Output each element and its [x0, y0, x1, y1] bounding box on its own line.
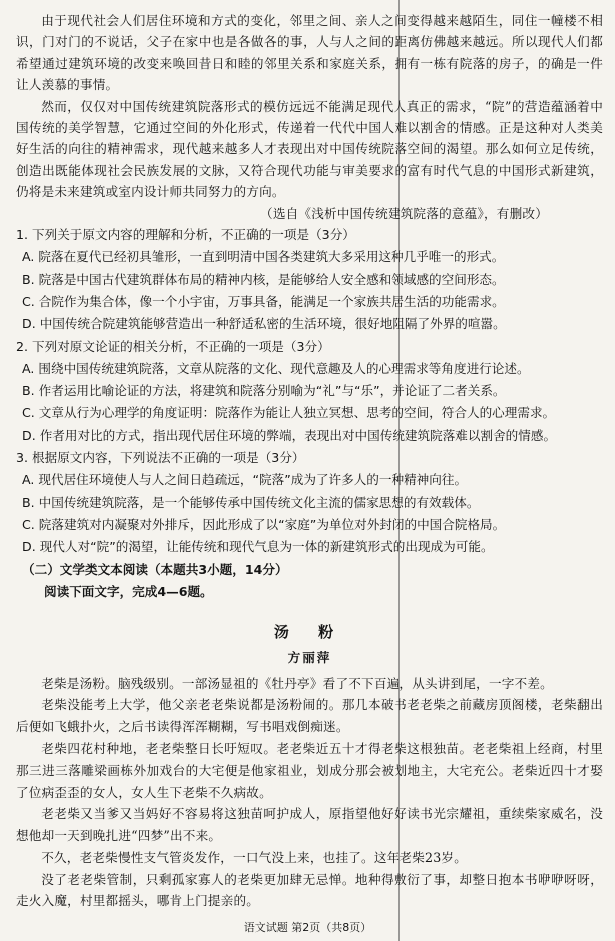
story-author: 方丽萍 [287, 649, 332, 665]
question-option: A. 院落在夏代已经初具雏形，一直到明清中国各类建筑大多采用这种几乎唯一的形式。 [22, 249, 505, 265]
question-stem: 1. 下列关于原文内容的理解和分析，不正确的一项是（3分） [16, 227, 355, 243]
question-option: C. 合院作为集合体，像一个小宇宙，万事具备，能满足一个家族共居生活的功能需求。 [22, 293, 505, 309]
story-paragraph: 老柴是汤粉。脑残级别。一部汤显祖的《牡丹亭》看了不下百遍，从头讲到尾，一字不差。 [41, 675, 553, 691]
story [16, 621, 603, 913]
question-option: D. 现代人对“院”的渴望，让能传统和现代气息为一体的新建筑形式的出现成为可能。 [22, 539, 494, 555]
story-paragraph: 老老柴又当爹又当妈好不容易将这独苗呵护成人，原指望他好好读书光宗耀祖，重续柴家威名，没想他却一天到晚扎进“四梦”出不来。 [16, 806, 603, 844]
passage-paragraph: 然而，仅仅对中国传统建筑院落形式的模仿远远不能满足现代人真正的需求，“院”的营造蕴涵着中国传统的美学智慧，它通过空间的外化形式，传递着一代代中国人难以割舍的情感。正是这种对人类美好生活的向往的精神需求，现代越来越多人才表现出对中国传统院落空间的渴望。那么如何立足传统，创造出既能体现社会民族发展的文脉，又符合现代功能与审美要求的富有时代气息的中国形式新建筑，仍将是未来建筑或室内设计师共同努力的方向。 [16, 98, 603, 200]
page-footer: 语文试题 第2页（共8页） [243, 921, 372, 934]
question-1 [16, 224, 603, 335]
story-paragraph: 老柴四花村种地，老老柴整日长吁短叹。老老柴近五十才得老柴这根独苗。老老柴祖上经商，村里那三进三落雕梁画栋外加戏台的大宅便是他家祖业，划成分那会被划地主，大宅充公。老柴近四十才娶了位病歪歪的女人，女人生下老柴不久病故。 [16, 740, 603, 800]
question-option: A. 围绕中国传统建筑院落，文章从院落的文化、现代意趣及人的心理需求等角度进行论述。 [22, 360, 530, 376]
question-option: B. 院落是中国古代建筑群体布局的精神内核，是能够给人安全感和领域感的空间形态。 [22, 271, 505, 287]
question-stem: 3. 根据原文内容，下列说法不正确的一项是（3分） [16, 450, 305, 466]
section-instruction: 阅读下面文字，完成4—6题。 [44, 583, 213, 599]
question-option: C. 院落建筑对内凝聚对外排斥，因此形成了以“家庭”为单位对外封闭的中国合院格局。 [22, 516, 506, 532]
story-paragraph: 老柴没能考上大学，他父亲老老柴说都是汤粉闹的。那几本破书老老柴之前藏房顶阁楼，老柴翻出后便如飞蛾扑火，之后书读得浑浑糊糊，写书唱戏倒痴迷。 [16, 697, 603, 735]
passage-end [16, 10, 603, 224]
question-option: C. 文章从行为心理学的角度证明：院落作为能让人独立冥想、思考的空间，符合人的心理需求。 [22, 405, 556, 421]
passage-source: （选自《浅析中国传统建筑院落的意蕴》，有删改） [260, 205, 548, 221]
page-fold-line [398, 0, 400, 941]
question-option: B. 作者运用比喻论证的方法，将建筑和院落分别喻为“礼”与“乐”，并论证了二者关系。 [22, 383, 506, 399]
question-option: D. 作者用对比的方式，指出现代居住环境的弊端，表现出对中国传统建筑院落难以割舍的情感。 [22, 427, 557, 443]
story-paragraph: 不久，老老柴慢性支气管炎发作，一口气没上来，也挂了。这年老柴23岁。 [41, 849, 468, 865]
question-option: A. 现代居住环境使人与人之间日趋疏远，“院落”成为了许多人的一种精神向往。 [22, 472, 468, 488]
question-3 [16, 447, 603, 558]
passage-paragraph: 由于现代社会人们居住环境和方式的变化，邻里之间、亲人之间变得越来越陌生，同住一幢楼不相识，门对门的不说话，父子在家中也是各做各的事，人与人之间的距离仿佛越来越远。所以现代人们都希望通过建筑环境的改变来唤回昔日和睦的邻里关系和家庭关系，拥有一栋有院落的房子，的确是一件让人羡慕的事情。 [16, 13, 603, 93]
story-title: 汤 粉 [273, 622, 346, 641]
question-option: B. 中国传统建筑院落，是一个能够传承中国传统文化主流的儒家思想的有效载体。 [22, 494, 480, 510]
story-paragraph: 没了老老柴管制，只剩孤家寡人的老柴更加肆无忌惮。地种得敷衍了事，却整日抱本书咿咿呀呀，走火入魔，村里都摇头，哪肯上门提亲的。 [16, 871, 603, 909]
question-2 [16, 336, 603, 447]
question-stem: 2. 下列对原文论证的相关分析，不正确的一项是（3分） [16, 338, 330, 354]
section-heading: （二）文学类文本阅读（本题共3小题，14分） [22, 561, 288, 577]
question-option: D. 中国传统合院建筑能够营造出一种舒适私密的生活环境，很好地阻隔了外界的喧嚣。 [22, 316, 506, 332]
